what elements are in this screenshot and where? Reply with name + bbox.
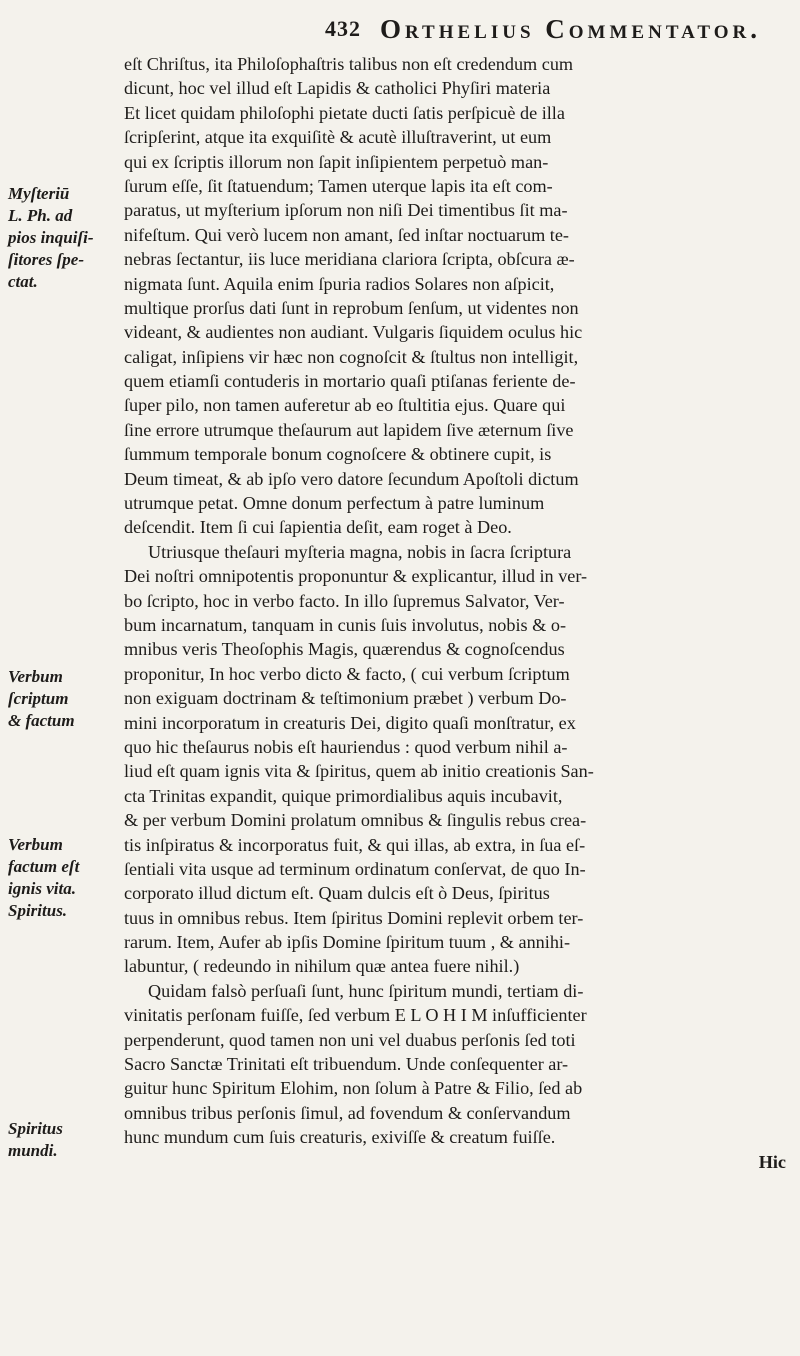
text-line: nebras ſectantur, iis luce meridiana clariora ſcripta, obſcura æ- <box>124 249 575 270</box>
margin-note-spiritus-mundi <box>8 1118 108 1162</box>
text-line: perpenderunt, quod tamen non uni vel duabus perſonis ſed toti <box>124 1029 576 1050</box>
text-line: ſurum eſſe, ſit ſtatuendum; Tamen uterque lapis ita eſt com- <box>124 175 553 196</box>
margin-note-line: L. Ph. ad <box>8 206 73 225</box>
text-line: proponitur, In hoc verbo dicto & facto, ( cui verbum ſcriptum <box>124 663 570 684</box>
text-line: corporato illud dictum eſt. Quam dulcis eſt ò Deus, ſpiritus <box>124 883 550 904</box>
page-header <box>0 14 800 46</box>
text-line: ſuper pilo, non tamen auferetur ab eo ſtultitia ejus. Quare qui <box>124 395 566 416</box>
text-line: quem etiamſi contuderis in mortario quaſi ptiſanas feriente de- <box>124 371 576 392</box>
text-line: paratus, ut myſterium ipſorum non niſi Dei timentibus ſit ma- <box>124 200 568 221</box>
text-line: omnibus tribus perſonis ſimul, ad fovendum & conſervandum <box>124 1102 571 1123</box>
margin-note-line: pios inquiſi- <box>8 228 94 247</box>
text-line: nifeſtum. Qui verò lucem non amant, ſed inſtar noctuarum te- <box>124 224 569 245</box>
text-line: bo ſcripto, hoc in verbo facto. In illo ſupremus Salvator, Ver- <box>124 590 565 611</box>
margin-notes <box>0 0 110 1356</box>
text-line: Sacro Sanctæ Trinitati eſt tribuendum. Unde conſequenter ar- <box>124 1054 569 1075</box>
margin-note-verbum-scriptum <box>8 666 108 732</box>
margin-note-line: ctat. <box>8 272 38 291</box>
text-line: qui ex ſcriptis illorum non ſapit inſipientem perpetuò man- <box>124 151 549 172</box>
text-line: rarum. Item, Aufer ab ipſis Domine ſpiritum tuum , & annihi- <box>124 932 571 953</box>
text-line: multique prorſus dati ſunt in reprobum ſenſum, ut videntes non <box>124 297 579 318</box>
margin-note-line: Spiritus. <box>8 901 68 920</box>
text-line: vinitatis perſonam fuiſſe, ſed verbum E L O H I M inſufficienter <box>124 1005 587 1026</box>
main-text <box>124 52 796 1174</box>
text-line: dicunt, hoc vel illud eſt Lapidis & catholici Phyſiri materia <box>124 78 551 99</box>
margin-note-mysterium <box>8 183 108 293</box>
margin-note-line: ſitores ſpe- <box>8 250 85 269</box>
text-line: cta Trinitas expandit, quique primordialibus aquis incubavit, <box>124 785 563 806</box>
margin-note-line: & factum <box>8 711 75 730</box>
text-line: guitur hunc Spiritum Elohim, non ſolum à Patre & Filio, ſed ab <box>124 1078 583 1099</box>
text-line: ſentiali vita usque ad terminum ordinatum conſervat, de quo In- <box>124 858 586 879</box>
margin-note-line: ignis vita. <box>8 879 77 898</box>
text-line: mini incorporatum in creaturis Dei, digito quaſi monſtratur, ex <box>124 712 576 733</box>
text-line: non exiguam doctrinam & teſtimonium præbet ) verbum Do- <box>124 688 567 709</box>
text-line: labuntur, ( redeundo in nihilum quæ antea fuere nihil.) <box>124 956 520 977</box>
text-line: ſcripſerint, atque ita exquiſitè & acutè illuſtraverint, ut eum <box>124 127 552 148</box>
text-line: bum incarnatum, tanquam in cunis ſuis involutus, nobis & o- <box>124 614 567 635</box>
margin-note-line: ſcriptum <box>8 689 69 708</box>
text-line: ſine errore utrumque theſaurum aut lapidem ſive æternum ſive <box>124 419 574 440</box>
text-line: ſummum temporale bonum cognoſcere & obtinere cupit, is <box>124 444 552 465</box>
text-line: quo hic theſaurus nobis eſt hauriendus : quod verbum nihil a- <box>124 736 568 757</box>
text-line: videant, & audientes non audiant. Vulgaris ſiquidem oculus hic <box>124 322 583 343</box>
margin-note-line: Verbum <box>8 667 63 686</box>
text-line: caligat, inſipiens vir hæc non cognoſcit & ſtultus non intelligit, <box>124 346 579 367</box>
running-head: Orthelius Commentator. <box>380 14 761 44</box>
margin-note-line: Verbum <box>8 835 63 854</box>
text-line: tis inſpiratus & incorporatus fuit, & qui illas, ab extra, in ſua eſ- <box>124 834 586 855</box>
text-line: Deum timeat, & ab ipſo vero datore ſecundum Apoſtoli dictum <box>124 468 579 489</box>
margin-note-line: mundi. <box>8 1141 58 1160</box>
text-line: & per verbum Domini prolatum omnibus & ſingulis rebus crea- <box>124 810 587 831</box>
text-line: deſcendit. Item ſi cui ſapientia deſit, eam roget à Deo. <box>124 517 512 538</box>
margin-note-line: Myſteriū <box>8 184 70 203</box>
text-line: nigmata ſunt. Aquila enim ſpuria radios Solares non aſpicit, <box>124 273 555 294</box>
margin-note-verbum-factum <box>8 834 108 922</box>
catchword: Hic <box>758 1151 786 1172</box>
margin-note-line: factum eſt <box>8 857 80 876</box>
page-number: 432 <box>325 16 361 41</box>
text-line: Et licet quidam philoſophi pietate ducti ſatis perſpicuè de illa <box>124 102 565 123</box>
text-line: hunc mundum cum ſuis creaturis, exiviſſe & creatum fuiſſe. <box>124 1127 556 1148</box>
margin-note-line: Spiritus <box>8 1119 63 1138</box>
text-line: Quidam falsò perſuaſi ſunt, hunc ſpiritum mundi, tertiam di- <box>148 980 584 1001</box>
text-line: liud eſt quam ignis vita & ſpiritus, quem ab initio creationis San- <box>124 761 594 782</box>
text-line: utrumque petat. Omne donum perfectum à patre luminum <box>124 493 545 514</box>
text-line: tuus in omnibus rebus. Item ſpiritus Domini replevit orbem ter- <box>124 907 584 928</box>
text-line: mnibus veris Theoſophis Magis, quærendus & cognoſcendus <box>124 639 565 660</box>
text-line: Dei noſtri omnipotentis proponuntur & explicantur, illud in ver- <box>124 566 588 587</box>
text-line: Utriusque theſauri myſteria magna, nobis in ſacra ſcriptura <box>148 541 572 562</box>
text-line: eſt Chriſtus, ita Philoſophaſtris talibus non eſt credendum cum <box>124 54 574 74</box>
